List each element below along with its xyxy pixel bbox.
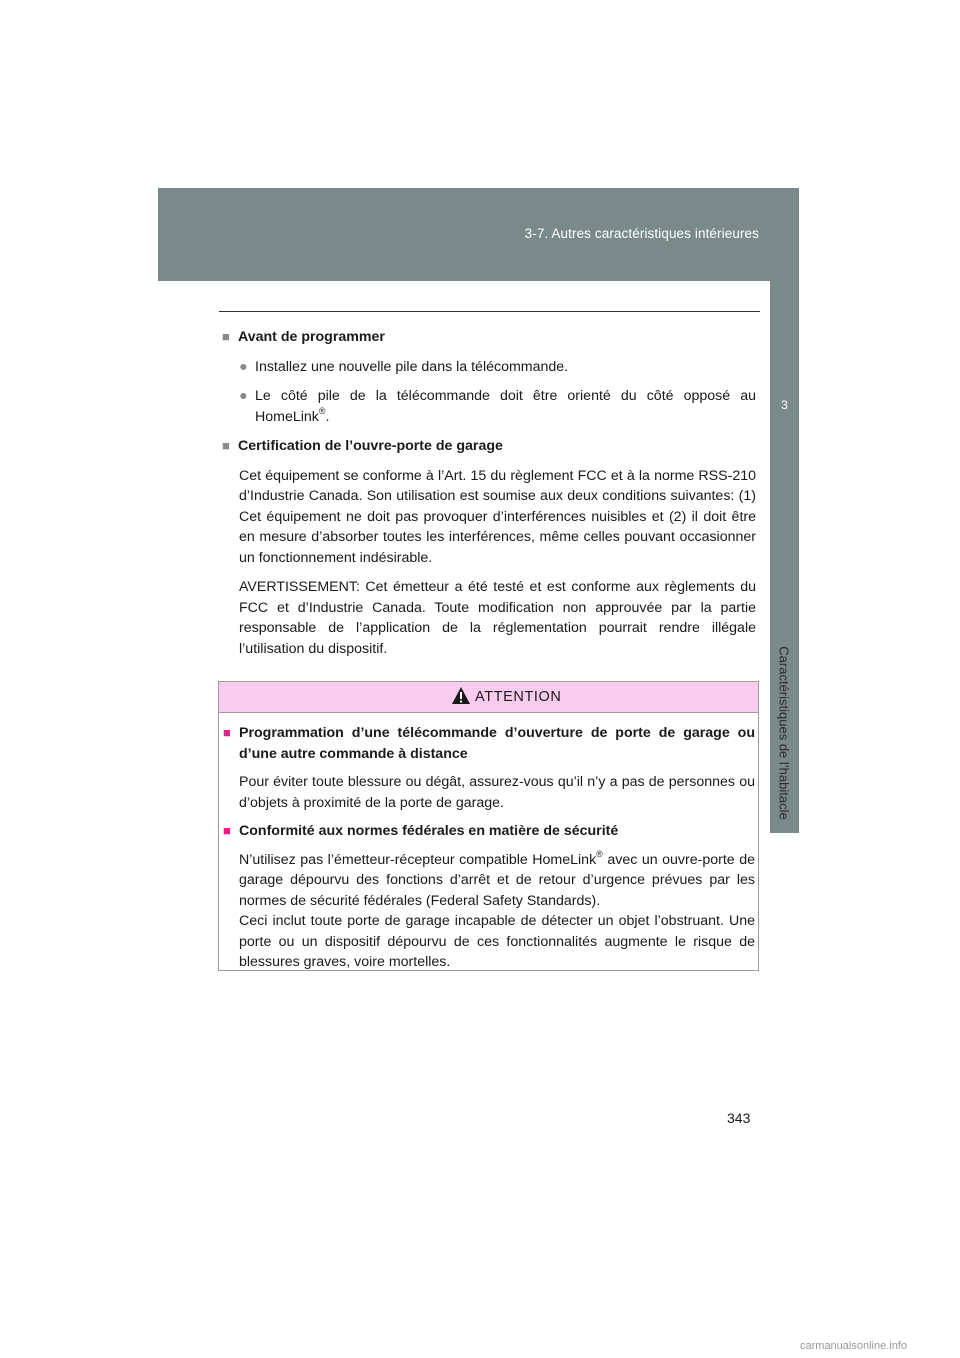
main-content [222, 327, 756, 668]
circle-bullet-icon: ● [239, 358, 248, 375]
chapter-label: Caractéristiques de l’habitacle [776, 646, 792, 820]
list-item: ● Installez une nouvelle pile dans la télécommande. [222, 357, 756, 378]
warning-body [223, 723, 755, 981]
warning-header [219, 682, 758, 713]
warning-box [218, 681, 759, 971]
square-bullet-icon: ■ [222, 438, 230, 453]
paragraph: AVERTISSEMENT: Cet émetteur a été testé et est conforme aux règlements du FCC et d’Industrie Canada. Toute modification non approuvée par la partie responsable de l’application de la réglementation pourrait rendre illégale l’utilisation du dispositif. [239, 579, 756, 657]
section-heading: ■ Certification de l’ouvre-porte de garage [222, 436, 756, 457]
circle-bullet-icon: ● [239, 388, 248, 404]
watermark[interactable]: carmanualsonline.info [800, 1340, 908, 1352]
square-bullet-icon: ■ [223, 725, 231, 740]
paragraph: Cet équipement se conforme à l’Art. 15 du règlement FCC et à la norme RSS-210 d’Industrie Canada. Son utilisation est soumise aux deux conditions suivantes: (1) Cet équipement ne doit pas provoquer d’interférences nuisibles et (2) il doit être en mesure d’absorber toutes les interférences, même celles pouvant occasionner un fonctionnement indésirable. [239, 467, 756, 566]
warning-title: ATTENTION [475, 689, 562, 705]
paragraph: N’utilisez pas l’émetteur-récepteur compatible HomeLink® avec un ouvre-porte de garage dépourvu des fonctions d’arrêt et de retour d’urgence prévues par les normes de sécurité fédérales (Federal Safety Standards). [239, 848, 755, 909]
top-rule [219, 311, 760, 312]
header-band [158, 188, 799, 281]
page-number: 343 [727, 1110, 751, 1126]
warning-triangle-icon [451, 686, 471, 705]
list-item: ● Le côté pile de la télécommande doit être orienté du côté opposé au HomeLink®. [222, 386, 756, 427]
section-heading: ■ Avant de programmer [222, 327, 756, 348]
paragraph: Ceci inclut toute porte de garage incapable de détecter un objet l’obstruant. Une porte ou un dispositif dépourvu de ces fonctionnalités augmente le risque de blessures graves, voire mortelles. [239, 913, 755, 970]
registered-mark: ® [596, 848, 603, 859]
warning-heading: ■ Conformité aux normes fédérales en matière de sécurité [223, 821, 755, 842]
square-bullet-icon: ■ [222, 329, 230, 344]
square-bullet-icon: ■ [223, 823, 231, 838]
paragraph: Pour éviter toute blessure ou dégât, assurez-vous qu’il n’y a pas de personnes ou d’objets à proximité de la porte de garage. [239, 774, 755, 811]
chapter-number: 3 [781, 398, 788, 412]
registered-mark: ® [318, 405, 326, 416]
section-title: 3-7. Autres caractéristiques intérieures [524, 226, 759, 241]
warning-heading: ■ Programmation d’une télécommande d’ouverture de porte de garage ou d’une autre commande à distance [223, 723, 755, 764]
